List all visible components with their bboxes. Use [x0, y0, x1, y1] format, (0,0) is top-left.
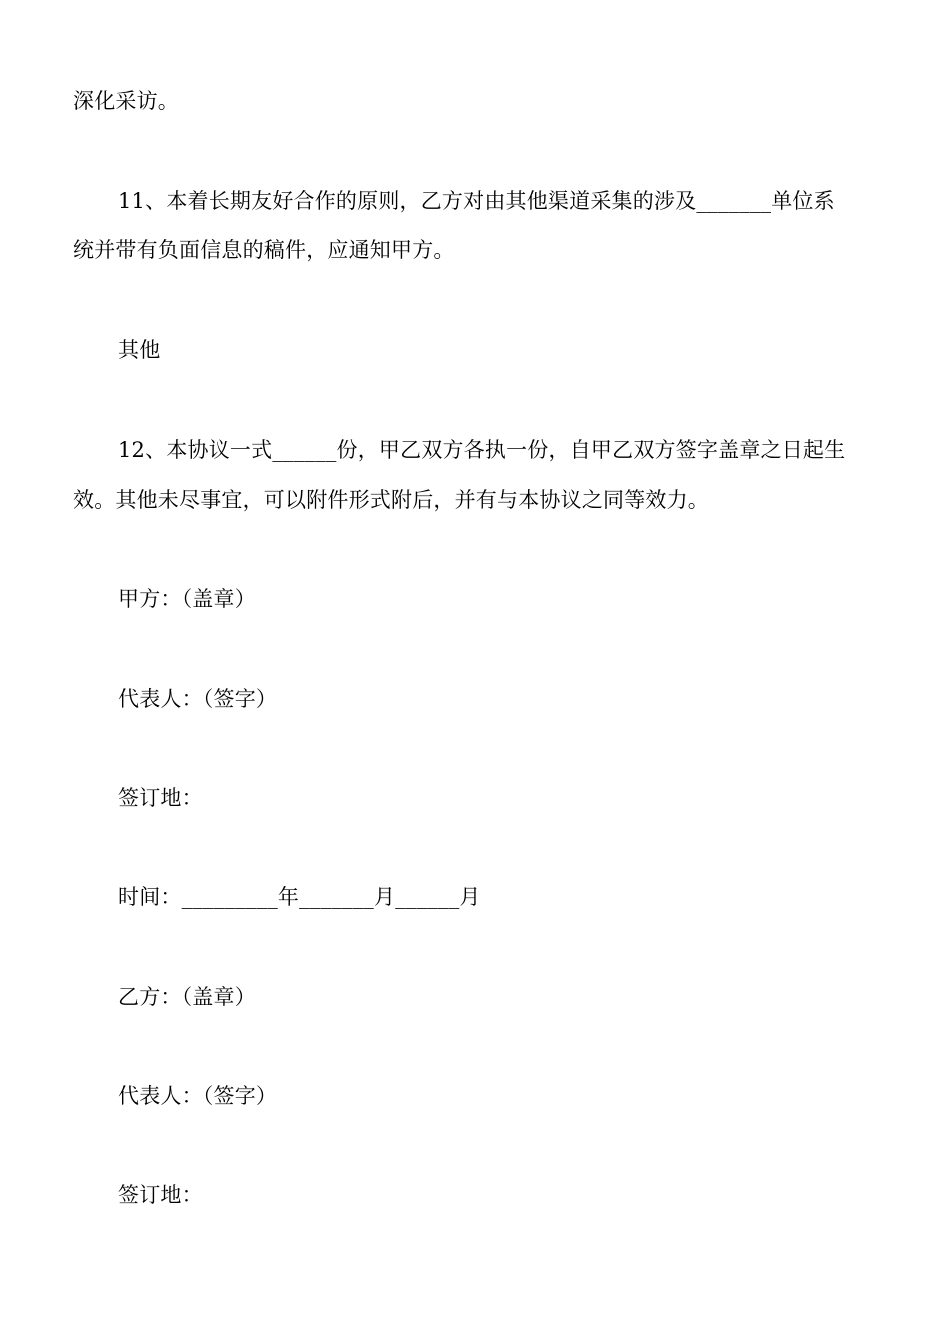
party-b-place: 签订地： [118, 1183, 203, 1207]
paragraph-continuation: 深化采访。 [73, 89, 179, 113]
party-a-place: 签订地： [118, 786, 203, 810]
section-heading-other: 其他 [118, 338, 161, 362]
party-a-seal: 甲方：（盖章） [118, 587, 256, 611]
clause-11-line-1: 11、本着长期友好合作的原则，乙方对由其他渠道采集的涉及_______单位系 [118, 189, 835, 213]
clause-12-line-2: 效。其他未尽事宜，可以附件形式附后，并有与本协议之同等效力。 [73, 488, 709, 512]
party-b-seal: 乙方：（盖章） [118, 985, 256, 1009]
party-a-time: 时间：_________年_______月______月 [118, 885, 481, 909]
party-b-representative: 代表人：（签字） [118, 1084, 278, 1108]
party-a-representative: 代表人：（签字） [118, 687, 278, 711]
clause-12-line-1: 12、本协议一式______份，甲乙双方各执一份，自甲乙双方签字盖章之日起生 [118, 438, 846, 462]
clause-11-line-2: 统并带有负面信息的稿件，应通知甲方。 [73, 238, 455, 262]
